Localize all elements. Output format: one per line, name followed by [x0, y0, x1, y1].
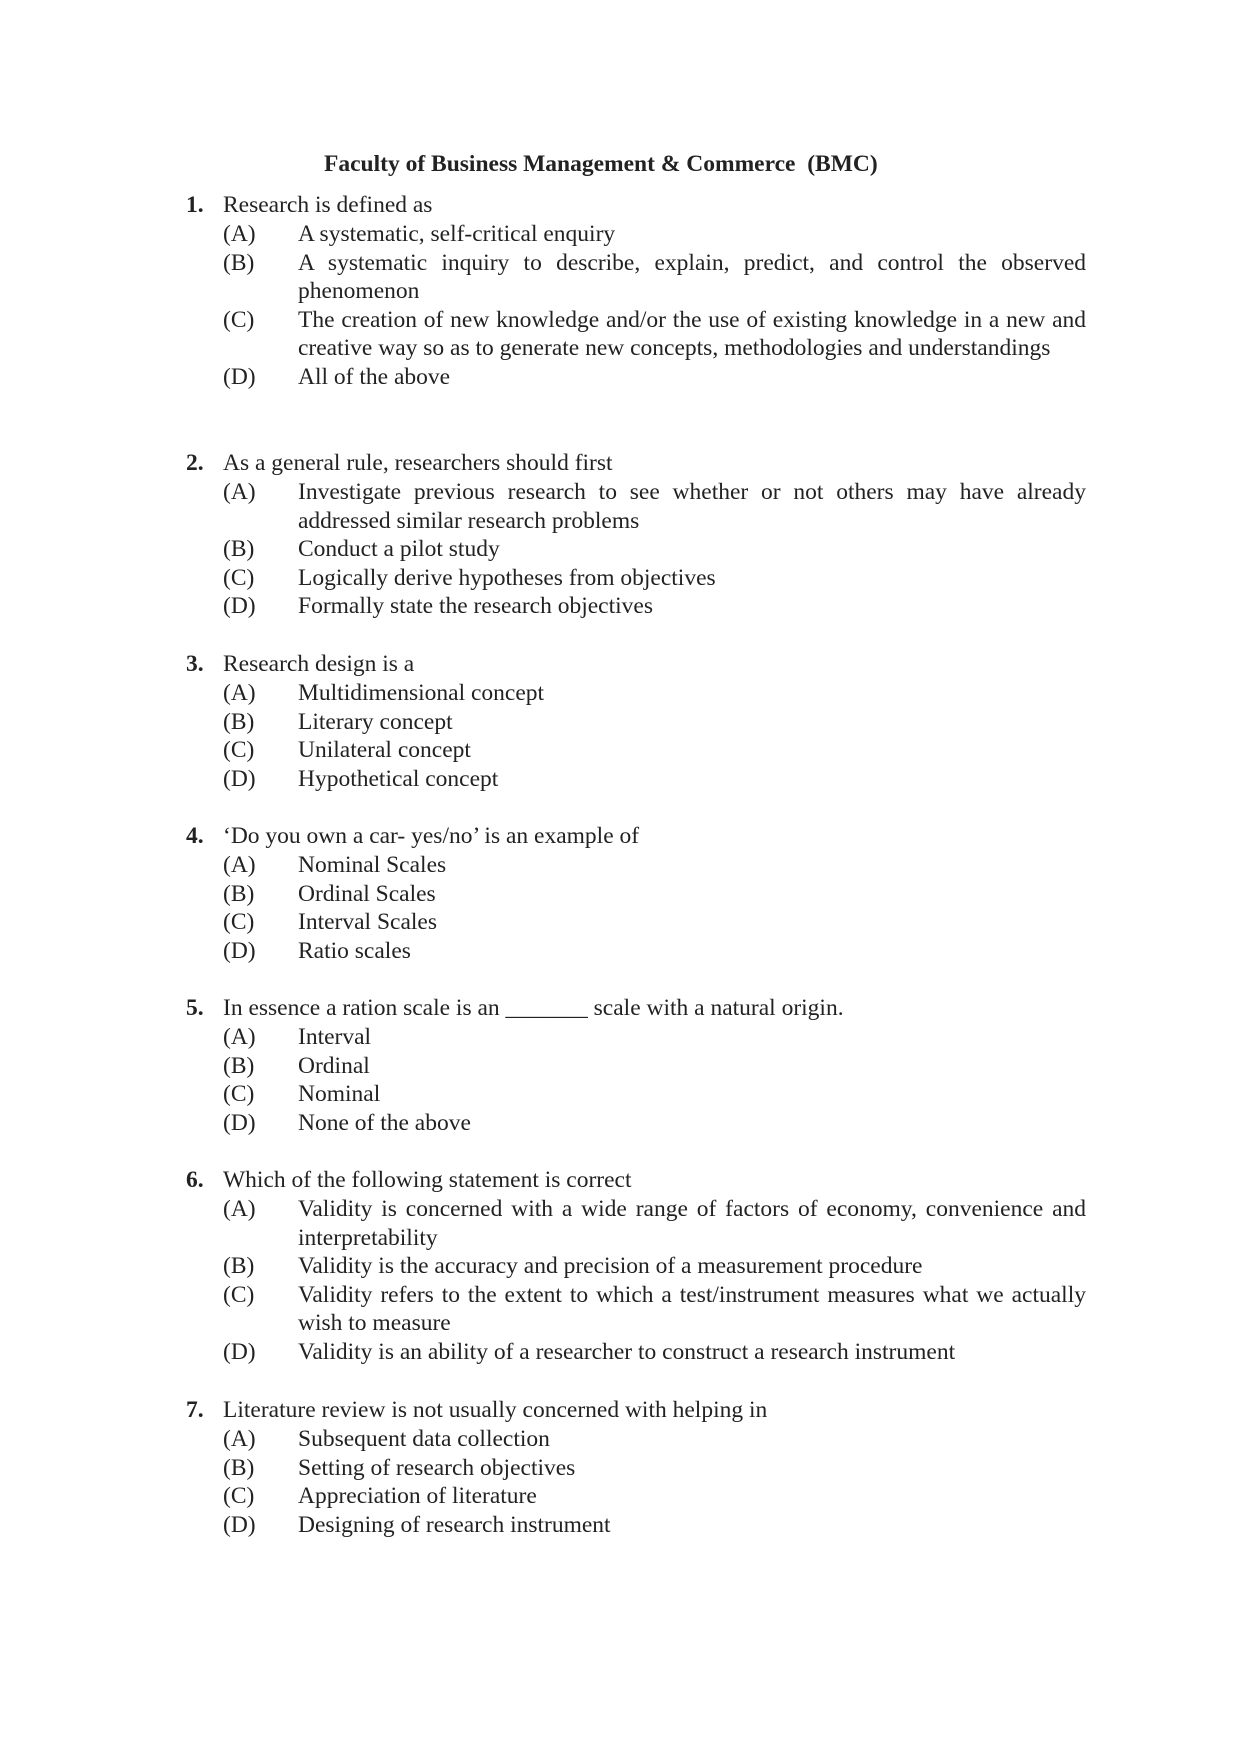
- option-b: [186, 535, 1086, 564]
- option-c: [186, 564, 1086, 593]
- option-d: [186, 1511, 1086, 1540]
- option-label: (B): [223, 1052, 255, 1079]
- question-5: [186, 994, 1086, 1137]
- question-number: 1.: [186, 192, 204, 218]
- option-label: (B): [223, 1253, 255, 1280]
- option-label: (A): [223, 1426, 256, 1452]
- option-label: (D): [223, 1109, 256, 1136]
- question-6: [186, 1166, 1086, 1367]
- option-a: [186, 478, 1086, 535]
- option-text: Interval Scales: [298, 909, 437, 936]
- option-label: (A): [223, 1024, 256, 1050]
- question-stem: [186, 1166, 1086, 1195]
- option-text: All of the above: [298, 363, 451, 390]
- option-label: (C): [223, 564, 255, 591]
- question-stem: [186, 994, 1086, 1023]
- question-text: In essence a ration scale is an _______ scale with a natural origin.: [223, 995, 844, 1021]
- question-text: Research is defined as: [223, 192, 433, 218]
- option-label: (D): [223, 363, 256, 390]
- option-c: [186, 1482, 1086, 1511]
- option-label: (A): [223, 221, 256, 247]
- option-text: Subsequent data collection: [298, 1426, 550, 1452]
- option-d: [186, 937, 1086, 966]
- option-label: (C): [223, 1483, 255, 1510]
- option-text: Logically derive hypotheses from objectives: [298, 564, 716, 591]
- option-label: (C): [223, 737, 255, 764]
- question-4: [186, 822, 1086, 965]
- option-b: [186, 1252, 1086, 1281]
- option-label: (A): [223, 852, 256, 878]
- option-c: [186, 736, 1086, 765]
- question-3: [186, 650, 1086, 793]
- option-text: Nominal: [298, 1081, 381, 1108]
- document-title: Faculty of Business Management & Commerce (BMC): [324, 151, 878, 177]
- option-label: (C): [223, 306, 255, 333]
- option-b: [186, 1052, 1086, 1081]
- question-text: ‘Do you own a car- yes/no’ is an example of: [223, 823, 640, 849]
- question-text: Which of the following statement is correct: [223, 1167, 632, 1193]
- option-label: (B): [223, 1454, 255, 1481]
- option-text: Multidimensional concept: [298, 680, 545, 706]
- question-number: 5.: [186, 995, 204, 1021]
- question-number: 4.: [186, 823, 204, 849]
- question-text: Research design is a: [223, 651, 415, 677]
- option-label: (D): [223, 1338, 256, 1365]
- option-text: Formally state the research objectives: [298, 593, 653, 620]
- question-number: 6.: [186, 1167, 204, 1193]
- question-stem: [186, 1396, 1086, 1425]
- option-text: Appreciation of literature: [298, 1483, 537, 1510]
- option-label: (B): [223, 249, 255, 276]
- option-b: [186, 1454, 1086, 1483]
- option-text: Validity is an ability of a researcher to construct a research instrument: [298, 1338, 956, 1365]
- option-label: (B): [223, 536, 255, 563]
- question-number: 2.: [186, 450, 204, 476]
- option-text: Designing of research instrument: [298, 1511, 611, 1538]
- option-text: Hypothetical concept: [298, 765, 499, 792]
- question-number: 3.: [186, 651, 204, 677]
- option-label: (C): [223, 1081, 255, 1108]
- option-label: (D): [223, 765, 256, 792]
- question-stem: [186, 449, 1086, 478]
- option-a: [186, 1425, 1086, 1454]
- option-text: Validity refers to the extent to which a test/instrument measures what we actually wish to measure: [298, 1281, 1086, 1337]
- question-stem: [186, 650, 1086, 679]
- option-text: A systematic, self-critical enquiry: [298, 221, 616, 247]
- option-label: (D): [223, 937, 256, 964]
- option-d: [186, 1109, 1086, 1138]
- option-a: [186, 1023, 1086, 1052]
- option-label: (A): [223, 479, 256, 505]
- option-text: None of the above: [298, 1109, 471, 1136]
- question-2: [186, 449, 1086, 621]
- question-text: As a general rule, researchers should first: [223, 450, 613, 476]
- option-d: [186, 363, 1086, 392]
- option-b: [186, 249, 1086, 306]
- option-c: [186, 1080, 1086, 1109]
- option-text: Validity is the accuracy and precision of a measurement procedure: [298, 1253, 923, 1280]
- option-text: The creation of new knowledge and/or the use of existing knowledge in a new and creative way so as to generate new concepts, methodologies and understandings: [298, 306, 1086, 362]
- option-a: [186, 1195, 1086, 1252]
- option-a: [186, 679, 1086, 708]
- option-label: (C): [223, 909, 255, 936]
- option-text: Literary concept: [298, 708, 453, 735]
- option-text: Investigate previous research to see whether or not others may have already addressed similar research problems: [298, 479, 1086, 534]
- option-c: [186, 306, 1086, 363]
- option-d: [186, 765, 1086, 794]
- option-label: (A): [223, 680, 256, 706]
- option-label: (C): [223, 1281, 255, 1308]
- option-a: [186, 220, 1086, 249]
- question-stem: [186, 822, 1086, 851]
- option-text: A systematic inquiry to describe, explain, predict, and control the observed phenomenon: [298, 249, 1086, 305]
- option-text: Validity is concerned with a wide range of factors of economy, convenience and interpretability: [298, 1196, 1086, 1251]
- option-text: Setting of research objectives: [298, 1454, 576, 1481]
- option-text: Ratio scales: [298, 937, 411, 964]
- option-d: [186, 1338, 1086, 1367]
- option-d: [186, 592, 1086, 621]
- option-label: (A): [223, 1196, 256, 1222]
- question-1: [186, 191, 1086, 392]
- option-a: [186, 851, 1086, 880]
- option-label: (B): [223, 880, 255, 907]
- option-text: Unilateral concept: [298, 737, 471, 764]
- option-c: [186, 908, 1086, 937]
- option-label: (D): [223, 1511, 256, 1538]
- option-text: Nominal Scales: [298, 852, 447, 878]
- option-b: [186, 880, 1086, 909]
- question-7: [186, 1396, 1086, 1539]
- option-b: [186, 708, 1086, 737]
- option-label: (B): [223, 708, 255, 735]
- question-text: Literature review is not usually concerned with helping in: [223, 1397, 768, 1423]
- option-label: (D): [223, 593, 256, 620]
- option-text: Interval: [298, 1024, 372, 1050]
- option-text: Ordinal: [298, 1052, 370, 1079]
- option-text: Ordinal Scales: [298, 880, 436, 907]
- question-stem: [186, 191, 1086, 220]
- option-text: Conduct a pilot study: [298, 536, 500, 563]
- option-c: [186, 1281, 1086, 1338]
- question-number: 7.: [186, 1397, 204, 1423]
